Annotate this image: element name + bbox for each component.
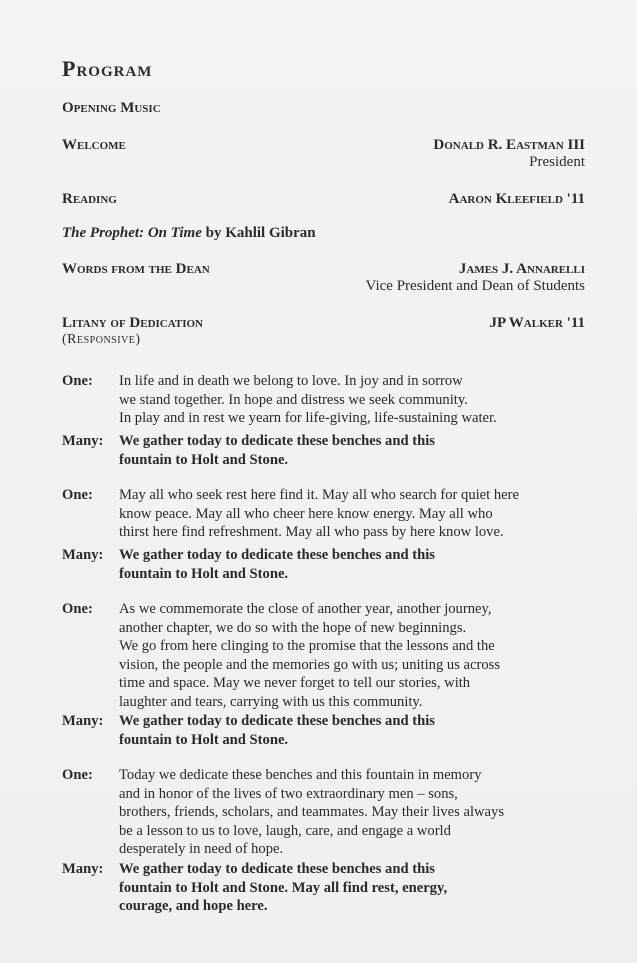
litany-speaker-label: One: [62, 601, 93, 617]
litany-line: know peace. May all who cheer here know energy. May all who [119, 505, 493, 522]
litany-speaker-name: JP Walker '11 [489, 315, 585, 331]
litany-response-text [119, 432, 585, 469]
litany-line: another chapter, we do so with the hope of new beginnings. [119, 619, 467, 636]
dean-speaker-name: James J. Annarelli [458, 261, 585, 277]
dean-speaker-role: Vice President and Dean of Students [365, 278, 585, 294]
litany-line: vision, the people and the memories go with us; uniting us across [119, 656, 501, 673]
litany-response-one [62, 766, 585, 859]
litany-response-one [62, 600, 585, 712]
reading-label: Reading [62, 191, 117, 207]
welcome-speaker-role: President [529, 154, 585, 170]
litany-line: We gather today to dedicate these benches and this [119, 713, 435, 729]
reading-speaker-name: Aaron Kleefield '11 [448, 191, 585, 207]
litany-response-text [119, 546, 585, 583]
litany-response-text [119, 860, 585, 916]
litany-response-many [62, 860, 585, 916]
litany-line: We gather today to dedicate these benches and this [119, 547, 435, 563]
reading-speaker [449, 191, 585, 208]
litany-response-text [119, 766, 585, 859]
litany-line: We go from here clinging to the promise that the lessons and the [119, 638, 495, 655]
welcome-label: Welcome [62, 137, 126, 153]
litany-response-many [62, 712, 585, 749]
litany-line: be a lesson to us to love, laugh, care, and engage a world [119, 822, 451, 839]
welcome-speaker-name: Donald R. Eastman III [433, 137, 585, 153]
litany-response-text [119, 372, 585, 428]
litany-speaker-label: Many: [62, 861, 104, 877]
litany-line: fountain to Holt and Stone. [119, 731, 289, 748]
litany-speaker [489, 315, 585, 332]
reading-work-title: The Prophet: On Time [62, 225, 202, 241]
litany-line: We gather today to dedicate these benches and this [119, 433, 435, 449]
litany-line: In life and in death we belong to love. In joy and in sorrow [119, 373, 463, 389]
litany-response-many [62, 432, 585, 469]
welcome-speaker [433, 137, 585, 171]
litany-speaker-label: Many: [62, 547, 104, 563]
litany-response-text [119, 600, 585, 712]
reading-work-author: by Kahlil Gibran [205, 225, 316, 241]
litany-speaker-label: One: [62, 767, 93, 783]
opening-music-label: Opening Music [62, 100, 161, 116]
litany-heading [62, 315, 203, 348]
litany-line: we stand together. In hope and distress we seek community. [119, 391, 468, 408]
litany-response-many [62, 546, 585, 583]
litany-line: brothers, friends, scholars, and teammates. May their lives always [119, 804, 505, 821]
reading-work [62, 225, 316, 242]
litany-speaker-label: Many: [62, 713, 104, 729]
program-title: Program [62, 56, 153, 81]
litany-speaker-label: Many: [62, 433, 104, 449]
litany-line: thirst here find refreshment. May all who pass by here know love. [119, 524, 504, 541]
litany-line: In play and in rest we yearn for life-giving, life-sustaining water. [119, 410, 497, 427]
litany-line: May all who seek rest here find it. May all who search for quiet here [119, 487, 519, 503]
litany-line: laughter and tears, carrying with us this community. [119, 693, 423, 710]
dean-speaker [366, 261, 585, 295]
dean-row [62, 261, 585, 295]
litany-line: fountain to Holt and Stone. May all find rest, energy, [119, 879, 448, 896]
litany-speaker-label: One: [62, 487, 93, 503]
opening-music-row [62, 100, 585, 117]
welcome-row [62, 137, 585, 171]
litany-sub: (Responsive) [62, 332, 141, 347]
litany-response-one [62, 486, 585, 542]
dean-label: Words from the Dean [62, 261, 210, 277]
litany-speaker-label: One: [62, 373, 93, 389]
litany-label: Litany of Dedication [62, 315, 203, 331]
litany-response-text [119, 486, 585, 542]
litany-line: As we commemorate the close of another year, another journey, [119, 601, 492, 617]
litany-line: Today we dedicate these benches and this fountain in memory [119, 767, 482, 783]
litany-line: desperately in need of hope. [119, 841, 284, 858]
litany-response-text [119, 712, 585, 749]
litany-line: fountain to Holt and Stone. [119, 451, 289, 468]
litany-line: and in honor of the lives of two extraordinary men – sons, [119, 785, 458, 802]
litany-line: fountain to Holt and Stone. [119, 565, 289, 582]
litany-line: courage, and hope here. [119, 898, 268, 915]
litany-response-one [62, 372, 585, 428]
litany-line: time and space. May we never forget to tell our stories, with [119, 675, 471, 692]
litany-line: We gather today to dedicate these benches and this [119, 861, 435, 877]
reading-row [62, 191, 585, 208]
litany-row [62, 315, 585, 348]
